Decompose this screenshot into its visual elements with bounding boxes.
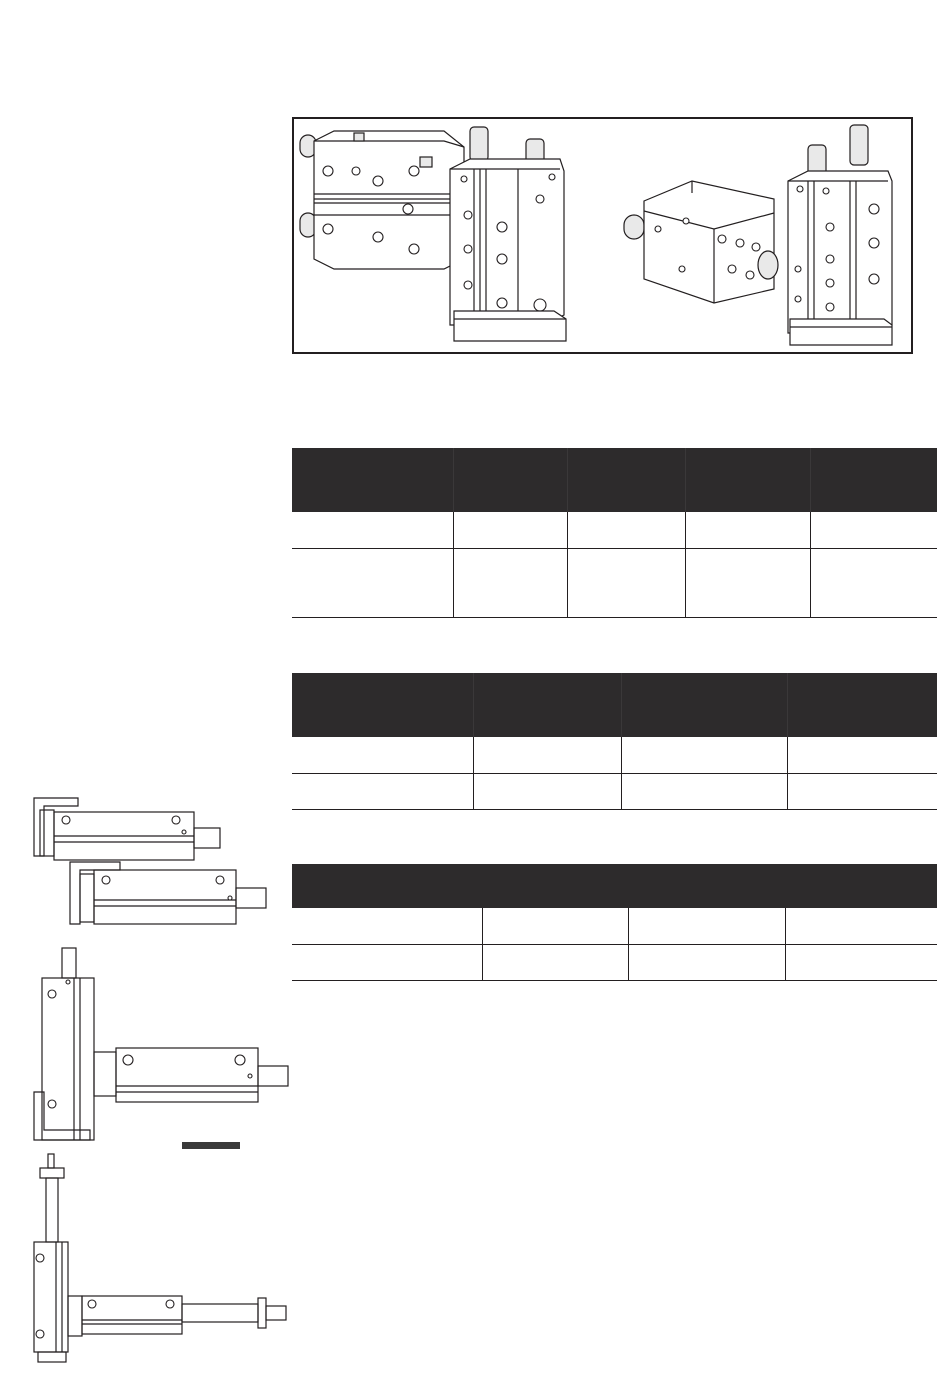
table-header-row bbox=[292, 864, 937, 908]
product-illustration-frame bbox=[292, 117, 913, 354]
table-cell bbox=[473, 773, 621, 809]
table-cell bbox=[453, 512, 567, 548]
mounting-drawing-3 bbox=[34, 1154, 286, 1362]
table-cell bbox=[567, 512, 685, 548]
table-cell bbox=[685, 548, 810, 617]
accent-bar bbox=[182, 1142, 240, 1149]
mounting-drawing-2 bbox=[34, 948, 288, 1140]
table-cell bbox=[621, 773, 787, 809]
table-cell bbox=[621, 737, 787, 773]
table-cell bbox=[785, 908, 937, 944]
table-header-row bbox=[292, 673, 937, 737]
table-row bbox=[292, 548, 937, 617]
table-cell bbox=[292, 773, 473, 809]
table-cell bbox=[785, 944, 937, 980]
table-cell bbox=[628, 908, 785, 944]
table-header-cell bbox=[453, 448, 567, 512]
mounting-drawings bbox=[0, 790, 300, 1370]
table-header-cell bbox=[567, 448, 685, 512]
table-row bbox=[292, 944, 937, 980]
table-header-cell bbox=[787, 673, 937, 737]
table-cell bbox=[453, 548, 567, 617]
mounting-drawing-1 bbox=[34, 798, 266, 924]
spec-table-3 bbox=[292, 864, 937, 981]
table-cell bbox=[810, 548, 937, 617]
spec-table-1 bbox=[292, 448, 937, 618]
table-cell bbox=[628, 944, 785, 980]
left-vertical-assembly bbox=[450, 127, 566, 341]
left-slide-assembly bbox=[300, 131, 464, 269]
table-cell bbox=[473, 737, 621, 773]
table-cell bbox=[685, 512, 810, 548]
table-cell bbox=[482, 908, 628, 944]
table-cell bbox=[810, 512, 937, 548]
spec-table-2 bbox=[292, 673, 937, 810]
table-header-cell bbox=[685, 448, 810, 512]
table-header-cell bbox=[473, 673, 621, 737]
table-row bbox=[292, 908, 937, 944]
table-header-row bbox=[292, 448, 937, 512]
table-cell bbox=[292, 908, 482, 944]
table-row bbox=[292, 773, 937, 809]
table-cell bbox=[787, 737, 937, 773]
right-vertical-assembly bbox=[788, 125, 892, 345]
table-header-cell bbox=[292, 864, 937, 908]
table-cell bbox=[292, 944, 482, 980]
table-header-cell bbox=[810, 448, 937, 512]
table-cell bbox=[482, 944, 628, 980]
table-row bbox=[292, 737, 937, 773]
table-header-cell bbox=[621, 673, 787, 737]
table-row bbox=[292, 512, 937, 548]
table-header-cell bbox=[292, 673, 473, 737]
table-cell bbox=[292, 548, 453, 617]
table-cell bbox=[787, 773, 937, 809]
table-cell bbox=[567, 548, 685, 617]
table-cell bbox=[292, 737, 473, 773]
table-header-cell bbox=[292, 448, 453, 512]
product-illustration bbox=[294, 119, 911, 352]
right-slide-assembly bbox=[624, 181, 778, 303]
table-cell bbox=[292, 512, 453, 548]
